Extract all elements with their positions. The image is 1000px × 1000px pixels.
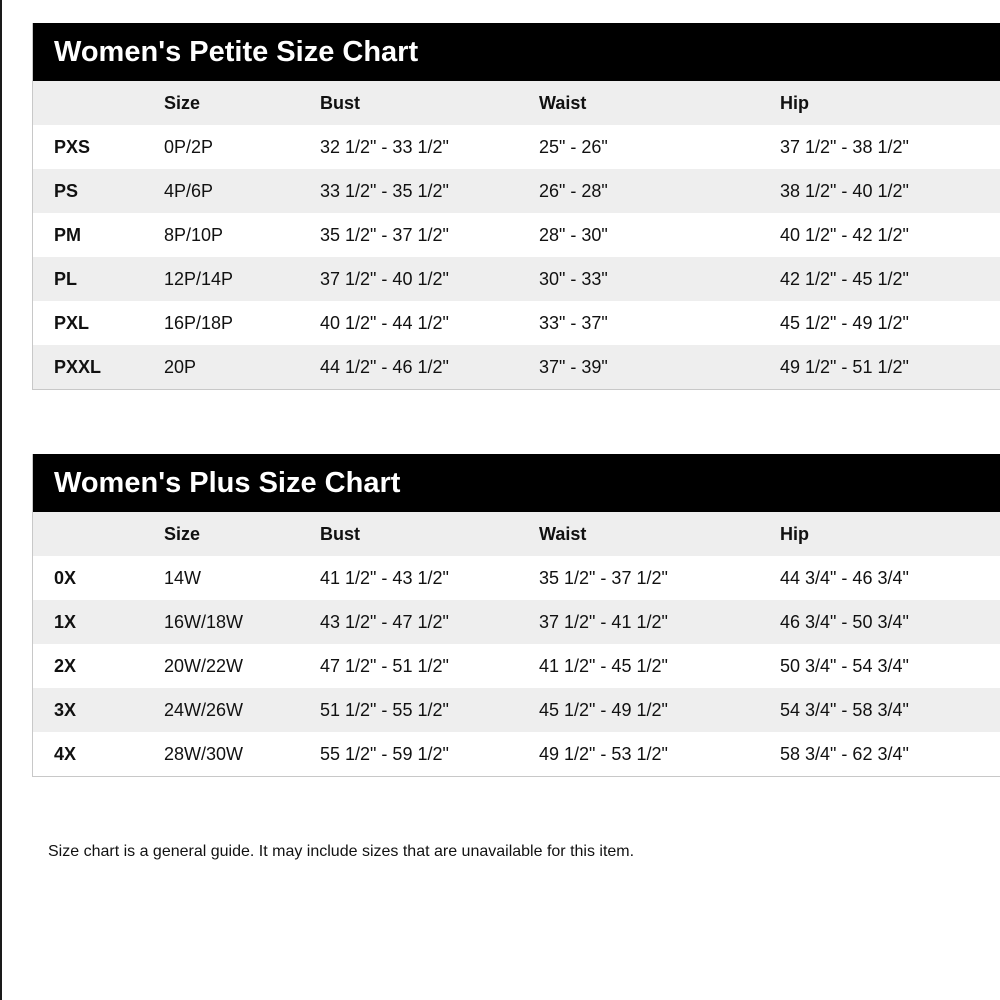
header-cell-size: Size <box>164 524 201 544</box>
hip-cell: 50 3/4" - 54 3/4" <box>780 656 909 676</box>
size-label-cell: 0X <box>54 568 77 588</box>
page-left-border <box>0 0 2 1000</box>
header-cell-hip: Hip <box>780 524 809 544</box>
hip-cell: 37 1/2" - 38 1/2" <box>780 137 909 157</box>
hip-cell: 54 3/4" - 58 3/4" <box>780 700 909 720</box>
size-cell: 0P/2P <box>164 137 214 157</box>
size-label-cell: 4X <box>54 744 77 764</box>
hip-cell: 58 3/4" - 62 3/4" <box>780 744 909 764</box>
header-cell-hip: Hip <box>780 93 809 113</box>
plus-size-chart <box>32 454 1000 777</box>
hip-cell: 40 1/2" - 42 1/2" <box>780 225 909 245</box>
petite-size-chart <box>32 23 1000 390</box>
size-cell: 12P/14P <box>164 269 234 289</box>
hip-cell: 44 3/4" - 46 3/4" <box>780 568 909 588</box>
waist-cell: 30" - 33" <box>539 269 608 289</box>
waist-cell: 37" - 39" <box>539 357 608 377</box>
bust-cell: 40 1/2" - 44 1/2" <box>320 313 449 333</box>
size-cell: 20P <box>164 357 197 377</box>
size-cell: 14W <box>164 568 202 588</box>
bust-cell: 47 1/2" - 51 1/2" <box>320 656 449 676</box>
table-row <box>33 345 1000 389</box>
size-label-cell: 3X <box>54 700 77 720</box>
bust-cell: 37 1/2" - 40 1/2" <box>320 269 449 289</box>
hip-cell: 38 1/2" - 40 1/2" <box>780 181 909 201</box>
size-cell: 28W/30W <box>164 744 244 764</box>
size-label-cell: PM <box>54 225 81 245</box>
table-row <box>33 688 1000 732</box>
bust-cell: 44 1/2" - 46 1/2" <box>320 357 449 377</box>
hip-cell: 42 1/2" - 45 1/2" <box>780 269 909 289</box>
bust-cell: 32 1/2" - 33 1/2" <box>320 137 449 157</box>
table-row <box>33 600 1000 644</box>
header-cell-size: Size <box>164 93 201 113</box>
waist-cell: 26" - 28" <box>539 181 608 201</box>
petite-header-row <box>33 81 1000 125</box>
header-cell-waist: Waist <box>539 524 587 544</box>
waist-cell: 33" - 37" <box>539 313 608 333</box>
table-row <box>33 644 1000 688</box>
waist-cell: 41 1/2" - 45 1/2" <box>539 656 668 676</box>
size-cell: 20W/22W <box>164 656 244 676</box>
hip-cell: 46 3/4" - 50 3/4" <box>780 612 909 632</box>
hip-cell: 45 1/2" - 49 1/2" <box>780 313 909 333</box>
petite-chart-title: Women's Petite Size Chart <box>33 23 1000 81</box>
size-cell: 16P/18P <box>164 313 234 333</box>
header-cell-waist: Waist <box>539 93 587 113</box>
hip-cell: 49 1/2" - 51 1/2" <box>780 357 909 377</box>
size-label-cell: 2X <box>54 656 77 676</box>
size-label-cell: 1X <box>54 612 77 632</box>
size-chart-disclaimer: Size chart is a general guide. It may include sizes that are unavailable for this item. <box>48 843 635 860</box>
bust-cell: 35 1/2" - 37 1/2" <box>320 225 449 245</box>
table-row <box>33 732 1000 776</box>
bust-cell: 43 1/2" - 47 1/2" <box>320 612 449 632</box>
size-label-cell: PL <box>54 269 78 289</box>
table-row <box>33 213 1000 257</box>
header-cell-bust: Bust <box>320 524 360 544</box>
size-label-cell: PXXL <box>54 357 102 377</box>
size-cell: 16W/18W <box>164 612 244 632</box>
waist-cell: 28" - 30" <box>539 225 608 245</box>
plus-header-row <box>33 512 1000 556</box>
waist-cell: 45 1/2" - 49 1/2" <box>539 700 668 720</box>
table-row <box>33 301 1000 345</box>
bust-cell: 51 1/2" - 55 1/2" <box>320 700 449 720</box>
header-cell-bust: Bust <box>320 93 360 113</box>
size-label-cell: PXL <box>54 313 90 333</box>
size-label-cell: PXS <box>54 137 91 157</box>
size-cell: 24W/26W <box>164 700 244 720</box>
table-row <box>33 125 1000 169</box>
bust-cell: 33 1/2" - 35 1/2" <box>320 181 449 201</box>
waist-cell: 35 1/2" - 37 1/2" <box>539 568 668 588</box>
table-row <box>33 556 1000 600</box>
size-cell: 4P/6P <box>164 181 214 201</box>
waist-cell: 25" - 26" <box>539 137 608 157</box>
table-row <box>33 169 1000 213</box>
plus-chart-title: Women's Plus Size Chart <box>33 454 1000 512</box>
bust-cell: 41 1/2" - 43 1/2" <box>320 568 449 588</box>
size-label-cell: PS <box>54 181 79 201</box>
waist-cell: 37 1/2" - 41 1/2" <box>539 612 668 632</box>
waist-cell: 49 1/2" - 53 1/2" <box>539 744 668 764</box>
table-row <box>33 257 1000 301</box>
size-cell: 8P/10P <box>164 225 224 245</box>
bust-cell: 55 1/2" - 59 1/2" <box>320 744 449 764</box>
